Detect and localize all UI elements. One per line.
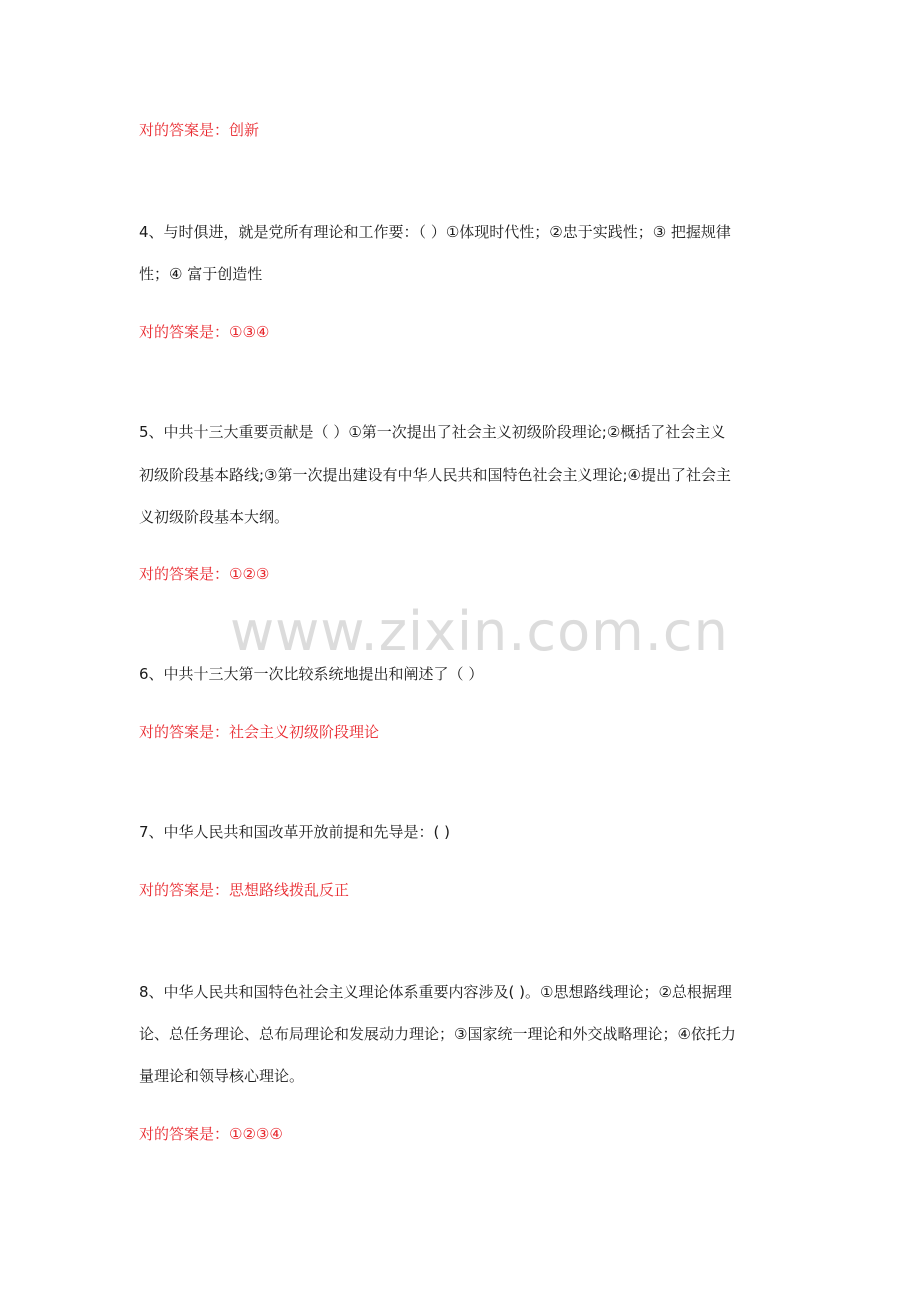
question-text: 6、中共十三大第一次比较系统地提出和阐述了（ ） [139, 665, 484, 683]
question-text: 义初级阶段基本大纲。 [139, 508, 290, 526]
question-text: 量理论和领导核心理论。 [139, 1067, 305, 1085]
answer-text: 对的答案是：创新 [139, 121, 260, 139]
answer-text: 对的答案是：①③④ [139, 323, 270, 341]
question-text: 8、中华人民共和国特色社会主义理论体系重要内容涉及( )。①思想路线理论；②总根据理 [139, 983, 732, 1001]
watermark: www.zixin.com.cn [230, 600, 729, 663]
question-text: 7、中华人民共和国改革开放前提和先导是：( ) [139, 823, 451, 841]
question-text: 论、总任务理论、总布局理论和发展动力理论；③国家统一理论和外交战略理论；④依托力 [139, 1025, 736, 1043]
question-text: 4、与时俱进，就是党所有理论和工作要：（ ）①体现时代性；②忠于实践性；③ 把握规律 [139, 223, 731, 241]
answer-text: 对的答案是：①②③④ [139, 1125, 283, 1143]
question-text: 性；④ 富于创造性 [139, 265, 263, 283]
question-text: 5、中共十三大重要贡献是（ ）①第一次提出了社会主义初级阶段理论;②概括了社会主义 [139, 423, 726, 441]
question-text: 初级阶段基本路线;③第一次提出建设有中华人民共和国特色社会主义理论;④提出了社会主 [139, 466, 732, 484]
answer-text: 对的答案是：①②③ [139, 565, 270, 583]
answer-text: 对的答案是：社会主义初级阶段理论 [139, 723, 380, 741]
answer-text: 对的答案是：思想路线拨乱反正 [139, 881, 350, 899]
